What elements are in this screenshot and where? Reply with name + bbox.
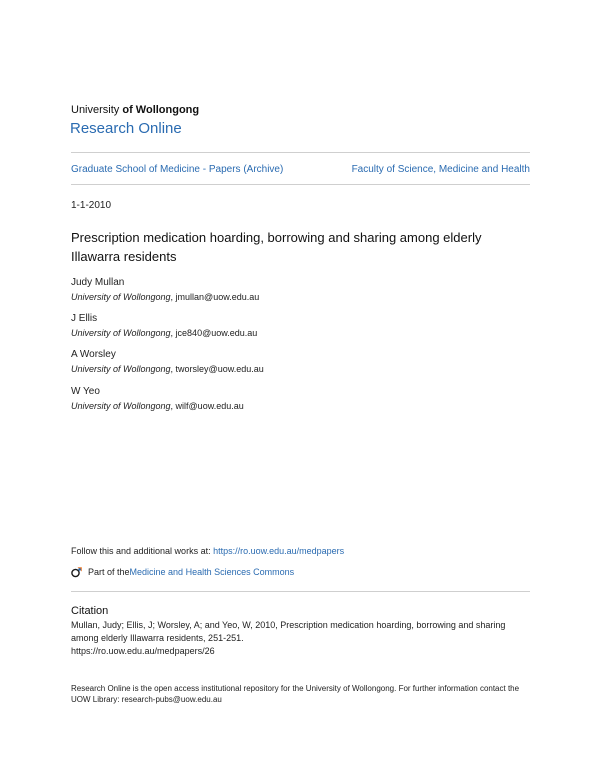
- follow-link[interactable]: https://ro.uow.edu.au/medpapers: [213, 546, 345, 556]
- citation-text: Mullan, Judy; Ellis, J; Worsley, A; and Yeo, W, 2010, Prescription medication hoarding, borrowing and sharing among elderly Illawarra residents, 251-251.: [71, 620, 506, 643]
- citation-url: https://ro.uow.edu.au/medpapers/26: [71, 646, 215, 656]
- breadcrumb-faculty-link[interactable]: Faculty of Science, Medicine and Health: [351, 164, 530, 175]
- author-email: , tworsley@uow.edu.au: [170, 364, 264, 374]
- commons-icon: [71, 566, 83, 578]
- author-institution: University of Wollongong: [71, 328, 171, 338]
- part-of-prefix: Part of the: [88, 567, 130, 577]
- citation-heading: Citation: [71, 605, 109, 617]
- author-email: , wilf@uow.edu.au: [170, 401, 244, 411]
- university-of: of Wollongong: [119, 104, 200, 116]
- author-email: , jce840@uow.edu.au: [170, 328, 258, 338]
- author-email: , jmullan@uow.edu.au: [170, 292, 260, 302]
- author-name: W Yeo: [71, 386, 100, 397]
- author-institution: University of Wollongong: [71, 401, 171, 411]
- author-block: [71, 348, 264, 376]
- author-affiliation: [71, 399, 244, 413]
- author-block: [71, 276, 259, 304]
- author-affiliation: [71, 290, 259, 304]
- author-block: [71, 312, 257, 340]
- part-of-line: [71, 566, 294, 578]
- follow-line: [71, 546, 344, 556]
- commons-link[interactable]: Medicine and Health Sciences Commons: [129, 567, 295, 577]
- author-name: A Worsley: [71, 349, 116, 360]
- breadcrumb-series-link[interactable]: Graduate School of Medicine - Papers (Archive): [71, 164, 284, 175]
- citation-divider: [71, 591, 530, 592]
- paper-title: Prescription medication hoarding, borrowing and sharing among elderly Illawarra residents: [71, 230, 482, 264]
- repository-footer: Research Online is the open access institutional repository for the University of Wollongong. For further information contact the UOW Library: research-pubs@uow.edu.au: [71, 684, 520, 704]
- university-prefix: University: [71, 104, 120, 116]
- author-institution: University of Wollongong: [71, 364, 171, 374]
- author-name: Judy Mullan: [71, 277, 125, 288]
- author-block: [71, 385, 244, 413]
- university-name: [71, 104, 199, 116]
- author-name: J Ellis: [71, 313, 98, 324]
- repository-link[interactable]: Research Online: [70, 120, 182, 137]
- author-affiliation: [71, 326, 257, 340]
- breadcrumb-divider: [71, 184, 530, 185]
- publication-date: 1-1-2010: [71, 200, 112, 211]
- top-divider: [71, 152, 530, 153]
- author-institution: University of Wollongong: [71, 292, 171, 302]
- follow-prefix: Follow this and additional works at:: [71, 546, 214, 556]
- citation-body: [71, 619, 533, 658]
- author-affiliation: [71, 362, 264, 376]
